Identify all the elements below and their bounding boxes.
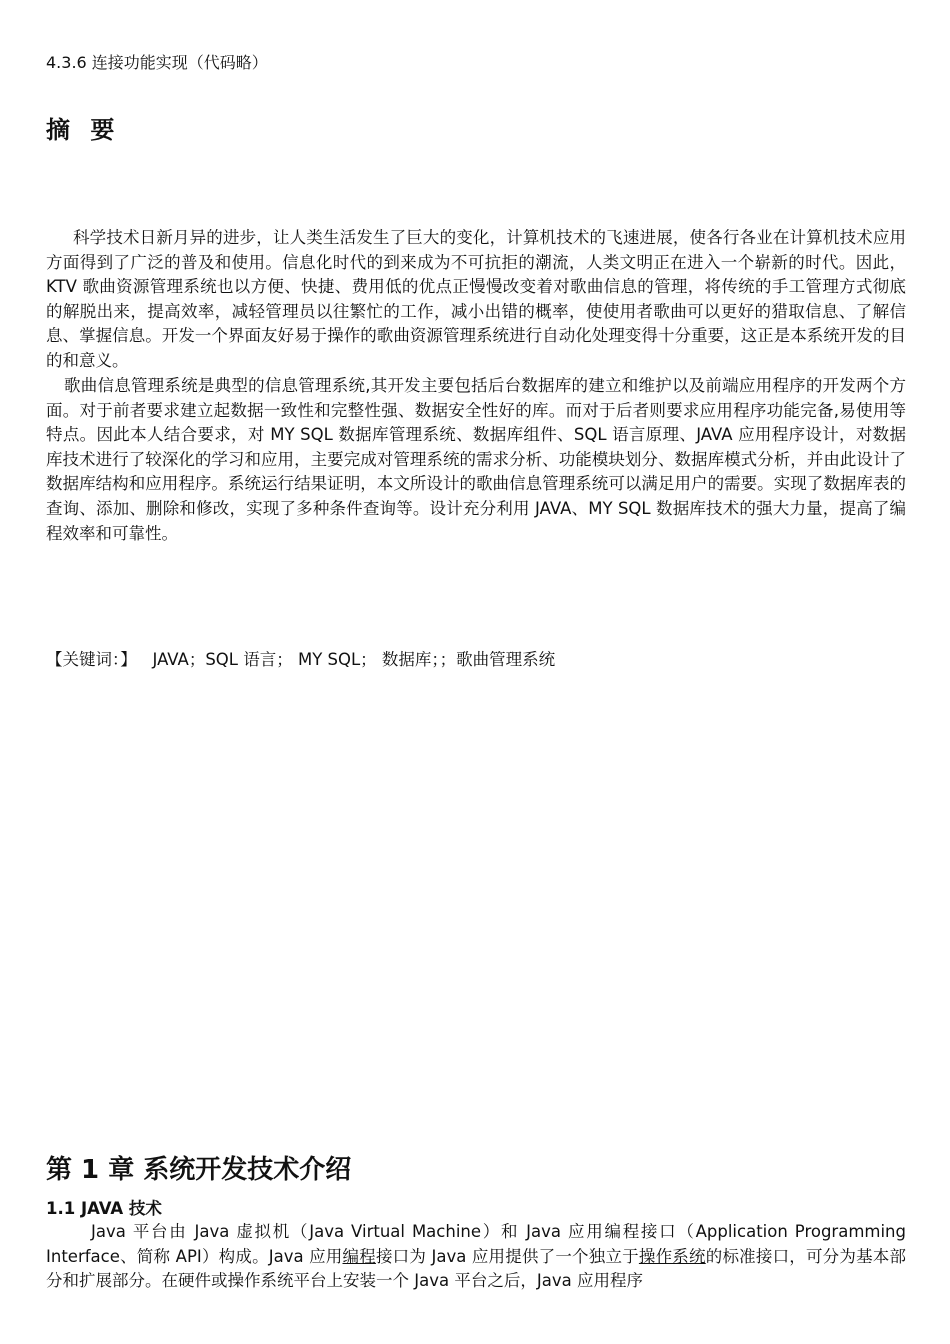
link-programming[interactable]: 编程 <box>342 1246 376 1266</box>
keywords-list: JAVA；SQL 语言； MY SQL； 数据库；；歌曲管理系统 <box>152 650 556 669</box>
link-operating-system[interactable]: 操作系统 <box>638 1246 706 1266</box>
section-title: 1.1 JAVA 技术 <box>46 1199 162 1218</box>
abstract-paragraph-2: 歌曲信息管理系统是典型的信息管理系统,其开发主要包括后台数据库的建立和维护以及前端应用程序的开发两个方面。对于前者要求建立起数据一致性和完整性强、数据安全性好的库。而对于后者则要求应用程序功能完备,易使用等特点。因此本人结合要求，对 MY SQL 数据库管理系统、数据库组件、SQL 语言原理、JAVA 应用程序设计，对数据库技术进行了较深化的学习和应用，主要完成对管理系统的需求分析、功能模块划分、数据库模式分析，并由此设计了数据库结构和应用程序。系统运行结果证明，本文所设计的歌曲信息管理系统可以满足用户的需要。实现了数据库表的查询、添加、删除和修改，实现了多种条件查询等。设计充分利用 JAVA、MY SQL 数据库技术的强大力量，提高了编程效率和可靠性。 <box>46 376 906 543</box>
section-paragraph <box>46 1220 906 1294</box>
section-text-b: 接口为 Java 应用提供了一个独立于 <box>375 1246 639 1266</box>
abstract-title: 摘 要 <box>46 116 121 144</box>
keywords-label: 【关键词：】 <box>46 650 137 669</box>
section-text-c: 的标准接口，可分为基本部分和扩展部分。在硬件或操作系统平台上安装一个 Java 平台之后，Java 应用程序 <box>46 1246 907 1291</box>
keywords-line <box>46 648 555 672</box>
abstract-paragraph-1: 科学技术日新月异的进步，让人类生活发生了巨大的变化，计算机技术的飞速进展，使各行各业在计算机技术应用方面得到了广泛的普及和使用。信息化时代的到来成为不可抗拒的潮流，人类文明正在进入一个崭新的时代。因此，KTV 歌曲资源管理系统也以方便、快捷、费用低的优点正慢慢改变着对歌曲信息的管理，将传统的手工管理方式彻底的解脱出来，提高效率，减轻管理员以往繁忙的工作，减小出错的概率，使使用者歌曲可以更好的猎取信息、了解信息、掌握信息。开发一个界面友好易于操作的歌曲资源管理系统进行自动化处理变得十分重要，这正是本系统开发的目的和意义。 <box>46 228 906 370</box>
chapter-title: 第 1 章 系统开发技术介绍 <box>46 1155 352 1185</box>
toc-entry: 4.3.6 连接功能实现（代码略） <box>46 53 268 72</box>
section-text-a: Java 平台由 Java 虚拟机（Java Virtual Machine）和 Java 应用编程接口（Application Programming Interface、简称 API）构成。Java 应用 <box>46 1222 906 1266</box>
